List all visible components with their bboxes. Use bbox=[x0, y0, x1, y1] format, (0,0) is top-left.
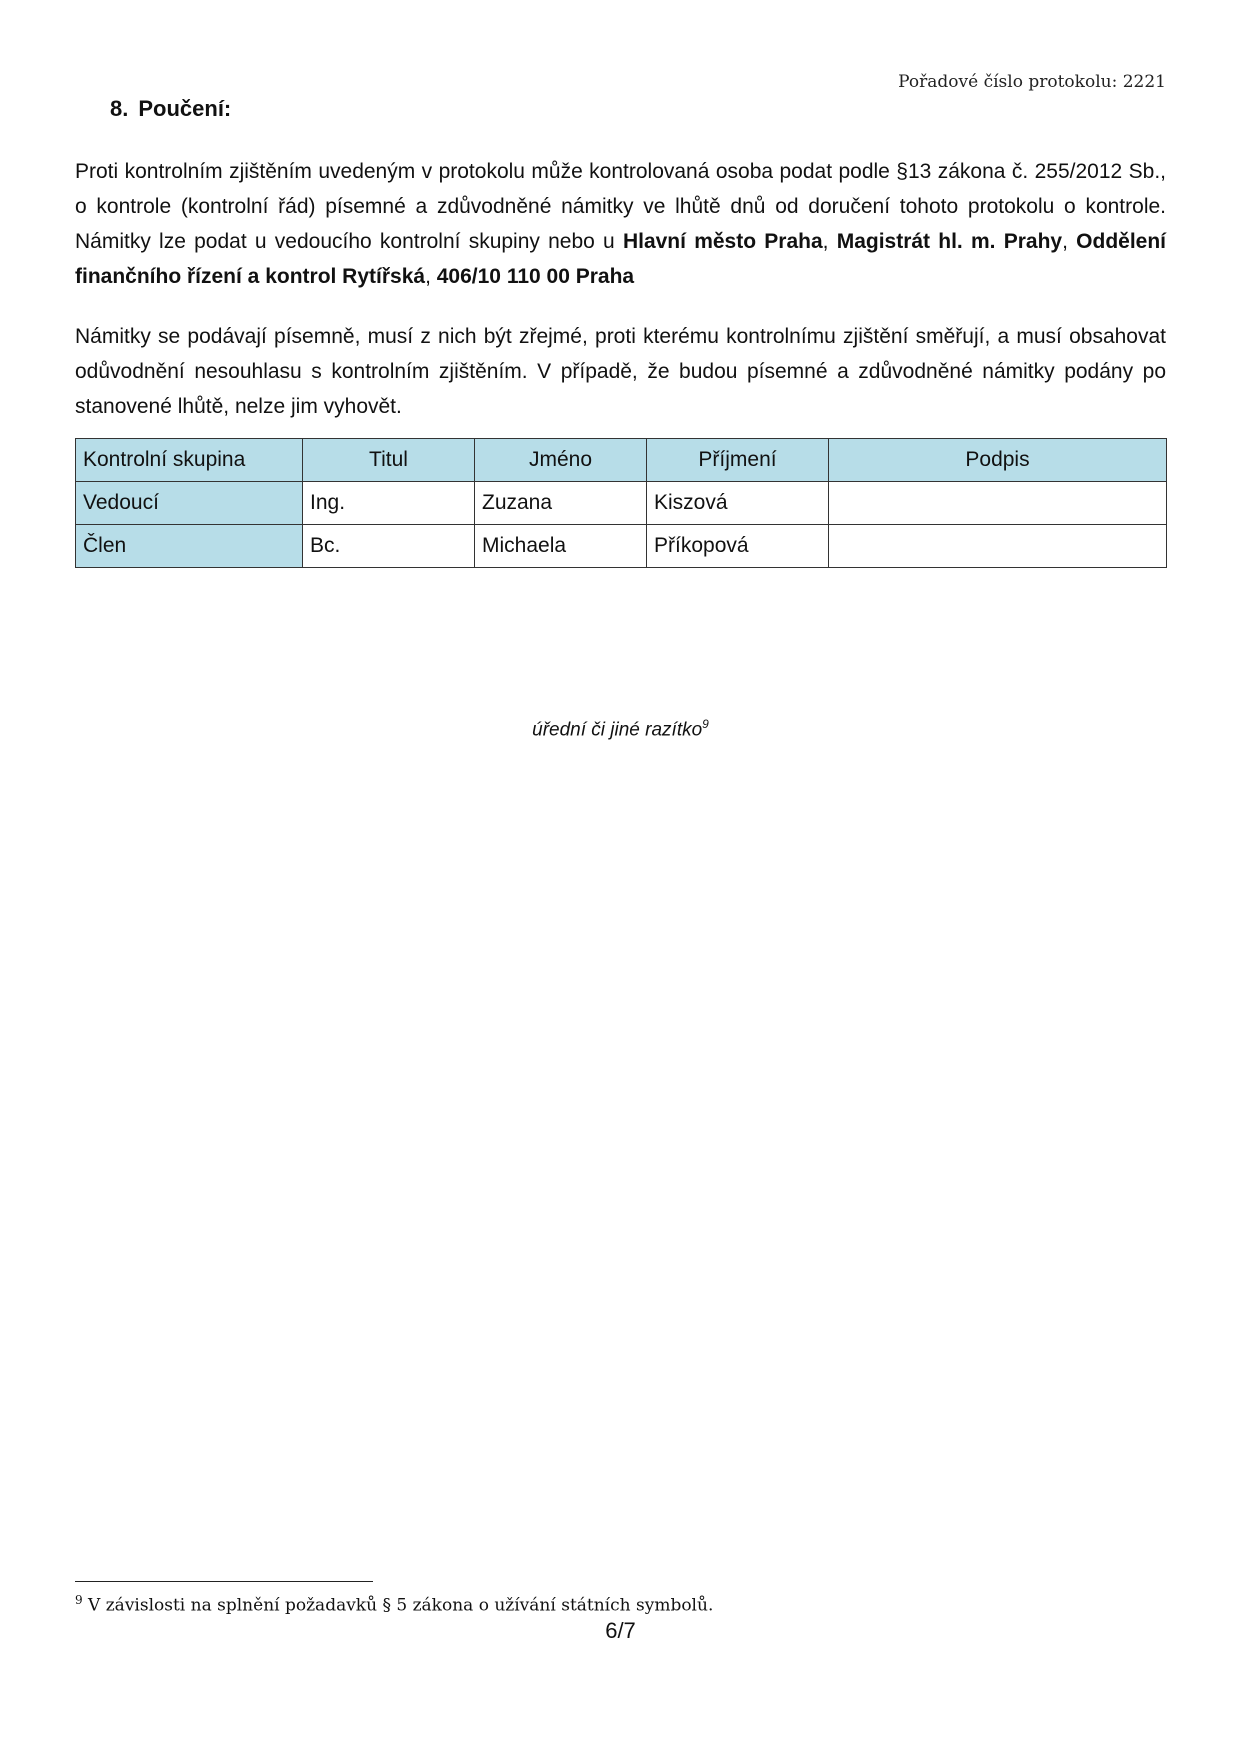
separator: , bbox=[425, 265, 437, 288]
signature-cell bbox=[829, 525, 1167, 568]
surname-cell: Příkopová bbox=[647, 525, 829, 568]
column-header: Příjmení bbox=[647, 439, 829, 482]
title-cell: Ing. bbox=[303, 482, 475, 525]
protocol-number: Pořadové číslo protokolu: 2221 bbox=[898, 72, 1166, 92]
instruction-text: Proti kontrolním zjištěním uvedeným v protokolu může kontrolovaná osoba podat podle §13 zákona č. 255/2012 Sb., o kontrole (kontrolní řád) písemné a zdůvodněné námitky ve lhůtě dnů od doručení tohoto protokolu o kontrole. Námitky lze podat u vedoucího kontrolní skupiny nebo u bbox=[75, 160, 1166, 253]
department-address: 406/10 110 00 Praha bbox=[436, 265, 635, 288]
role-cell: Člen bbox=[76, 525, 303, 568]
authority-name: Hlavní město Praha bbox=[622, 230, 823, 253]
table-row bbox=[76, 525, 1167, 568]
title-cell: Bc. bbox=[303, 525, 475, 568]
footnote-divider bbox=[75, 1581, 373, 1582]
section-heading bbox=[110, 96, 231, 122]
footnote-number: 9 bbox=[75, 1593, 83, 1607]
surname-cell: Kiszová bbox=[647, 482, 829, 525]
department-name: Oddělení finančního řízení a kontrol Rytířská bbox=[75, 230, 1167, 288]
instruction-paragraph bbox=[75, 154, 1166, 294]
section-number: 8. bbox=[110, 96, 129, 121]
column-header: Titul bbox=[303, 439, 475, 482]
separator: , bbox=[822, 230, 837, 253]
footnote bbox=[75, 1593, 713, 1616]
column-header: Jméno bbox=[475, 439, 647, 482]
table-row bbox=[76, 482, 1167, 525]
role-cell: Vedoucí bbox=[76, 482, 303, 525]
office-name: Magistrát hl. m. Prahy bbox=[836, 230, 1063, 253]
footnote-text: V závislosti na splnění požadavků § 5 zákona o užívání státních symbolů. bbox=[82, 1595, 714, 1616]
footnote-reference: 9 bbox=[702, 717, 709, 731]
column-header: Kontrolní skupina bbox=[76, 439, 303, 482]
first-name-cell: Michaela bbox=[475, 525, 647, 568]
page-number: 6/7 bbox=[605, 1618, 636, 1643]
control-team-table bbox=[75, 438, 1167, 568]
column-header: Podpis bbox=[829, 439, 1167, 482]
signature-cell bbox=[829, 482, 1167, 525]
first-name-cell: Zuzana bbox=[475, 482, 647, 525]
separator: , bbox=[1062, 230, 1077, 253]
section-title: Poučení: bbox=[138, 96, 232, 121]
objections-paragraph: Námitky se podávají písemně, musí z nich být zřejmé, proti kterému kontrolnímu zjištění směřují, a musí obsahovat odůvodnění nesouhlasu s kontrolním zjištěním. V případě, že budou písemné a zdůvodněné námitky podány po stanovené lhůtě, nelze jim vyhovět. bbox=[75, 325, 1166, 418]
stamp-placeholder bbox=[0, 717, 1241, 741]
table-header-row bbox=[76, 439, 1167, 482]
stamp-label: úřední či jiné razítko bbox=[532, 719, 703, 741]
